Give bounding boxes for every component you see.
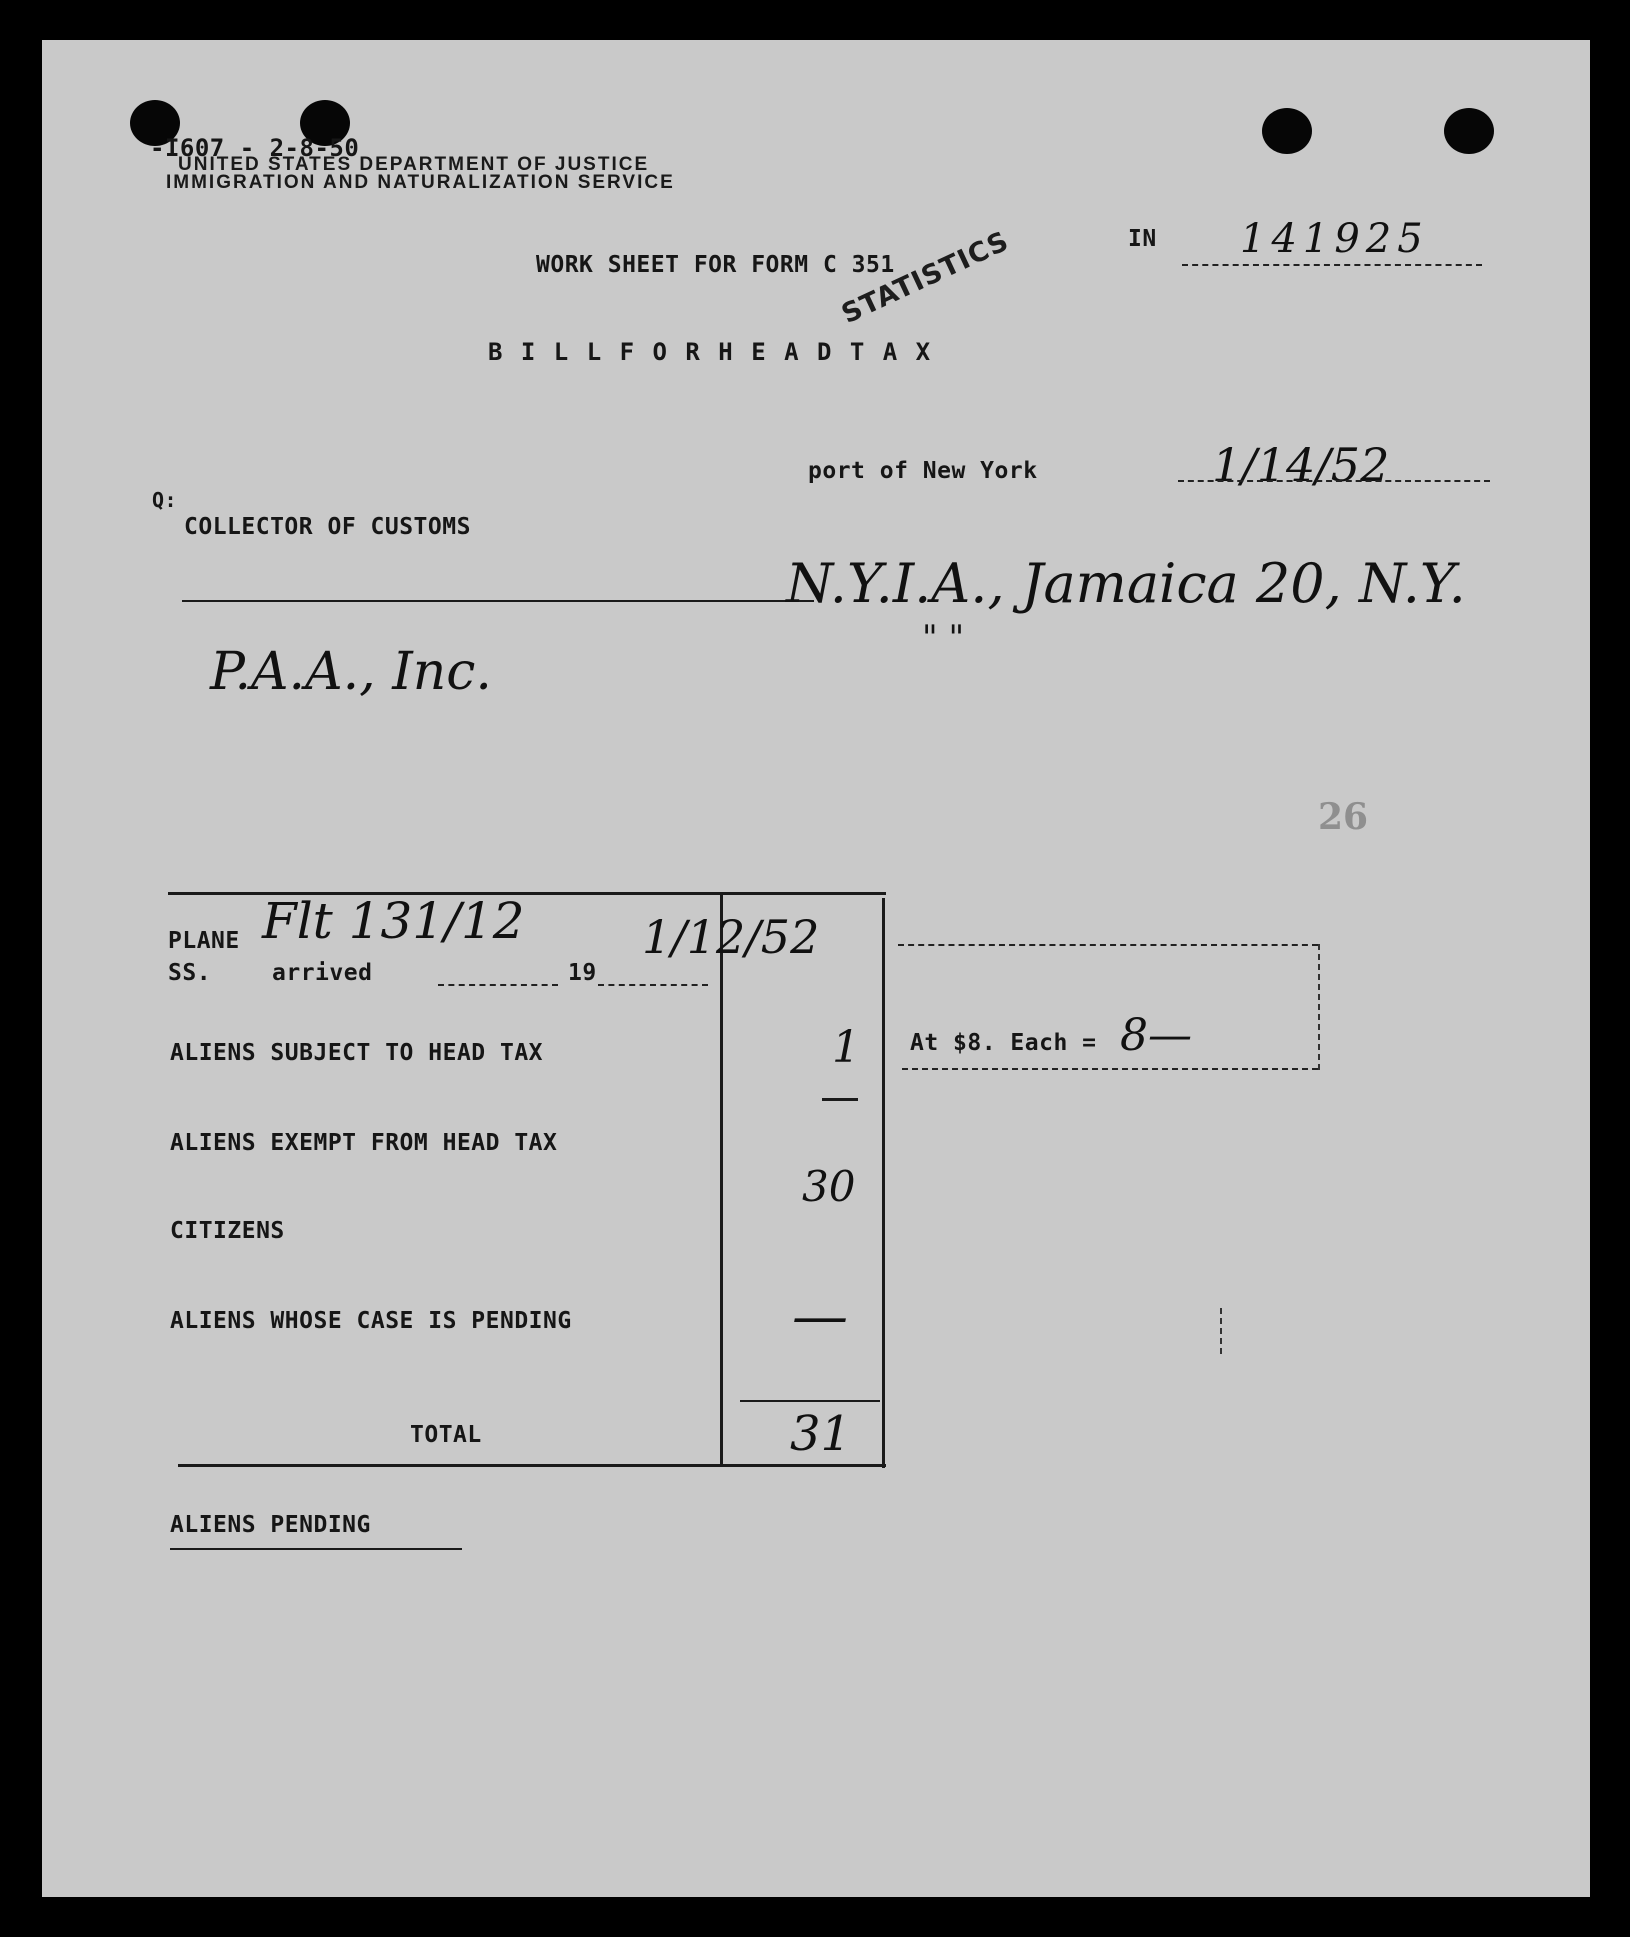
punch-hole <box>1262 108 1312 154</box>
row-value-subject: 1 <box>832 1022 860 1073</box>
rate-box-right <box>1318 944 1320 1070</box>
document-page <box>42 40 1590 1897</box>
row-label-exempt: ALIENS EXEMPT FROM HEAD TAX <box>170 1130 558 1156</box>
service-name: IMMIGRATION AND NATURALIZATION SERVICE <box>166 172 675 193</box>
subject-underline <box>822 1098 858 1101</box>
worksheet-title: WORK SHEET FOR FORM C 351 <box>536 252 895 278</box>
rate-box-bottom <box>902 1068 1318 1070</box>
rate-box-top <box>898 944 1318 946</box>
arrived-label: arrived <box>272 960 373 986</box>
ditto-marks: " " <box>922 618 965 658</box>
carrier-name: P.A.A., Inc. <box>210 642 492 702</box>
table-right-border <box>882 898 885 1468</box>
arrived-date-line <box>438 984 558 986</box>
table-divider <box>720 892 723 1466</box>
rate-label: At $8. Each = <box>910 1030 1097 1056</box>
collector-underline <box>182 600 814 602</box>
collector-name: COLLECTOR OF CUSTOMS <box>184 514 471 540</box>
ss-label: SS. <box>168 960 212 986</box>
arrival-date: 1/12/52 <box>642 910 820 964</box>
year-prefix: 19 <box>568 960 597 986</box>
flight-number: Flt 131/12 <box>262 892 525 950</box>
row-value-citizens: — <box>792 1284 848 1349</box>
port-label: port of New York <box>808 458 1038 484</box>
rate-amount: 8— <box>1120 1010 1192 1061</box>
total-value: 31 <box>790 1406 852 1462</box>
in-underline <box>1182 264 1482 266</box>
row-label-citizens: CITIZENS <box>170 1218 285 1244</box>
form-number: -I607 - 2-8-50 <box>150 134 360 162</box>
date-underline <box>1178 480 1490 482</box>
year-line <box>598 984 708 986</box>
bill-title: B I L L F O R H E A D T A X <box>488 338 933 366</box>
row-label-pending: ALIENS WHOSE CASE IS PENDING <box>170 1308 572 1334</box>
margin-dots <box>1220 1308 1222 1354</box>
row-label-subject: ALIENS SUBJECT TO HEAD TAX <box>170 1040 544 1066</box>
in-number: 141925 <box>1240 216 1429 262</box>
department-name: UNITED STATES DEPARTMENT OF JUSTICE <box>178 154 650 175</box>
table-bottom-rule <box>178 1464 886 1467</box>
plane-label: PLANE <box>168 928 240 954</box>
total-label: TOTAL <box>410 1422 482 1448</box>
port-date: 1/14/52 <box>1212 438 1390 492</box>
faint-number: 26 <box>1318 796 1369 838</box>
aliens-pending-underline <box>170 1548 462 1550</box>
customs-address: N.Y.I.A., Jamaica 20, N.Y. <box>786 552 1466 615</box>
total-rule <box>740 1400 880 1402</box>
aliens-pending-label: ALIENS PENDING <box>170 1512 371 1538</box>
to-label: Q: <box>152 488 178 512</box>
in-label: IN <box>1128 226 1157 252</box>
statistics-stamp: STATISTICS <box>837 225 1014 331</box>
row-value-exempt: 30 <box>802 1162 856 1211</box>
punch-hole <box>1444 108 1494 154</box>
